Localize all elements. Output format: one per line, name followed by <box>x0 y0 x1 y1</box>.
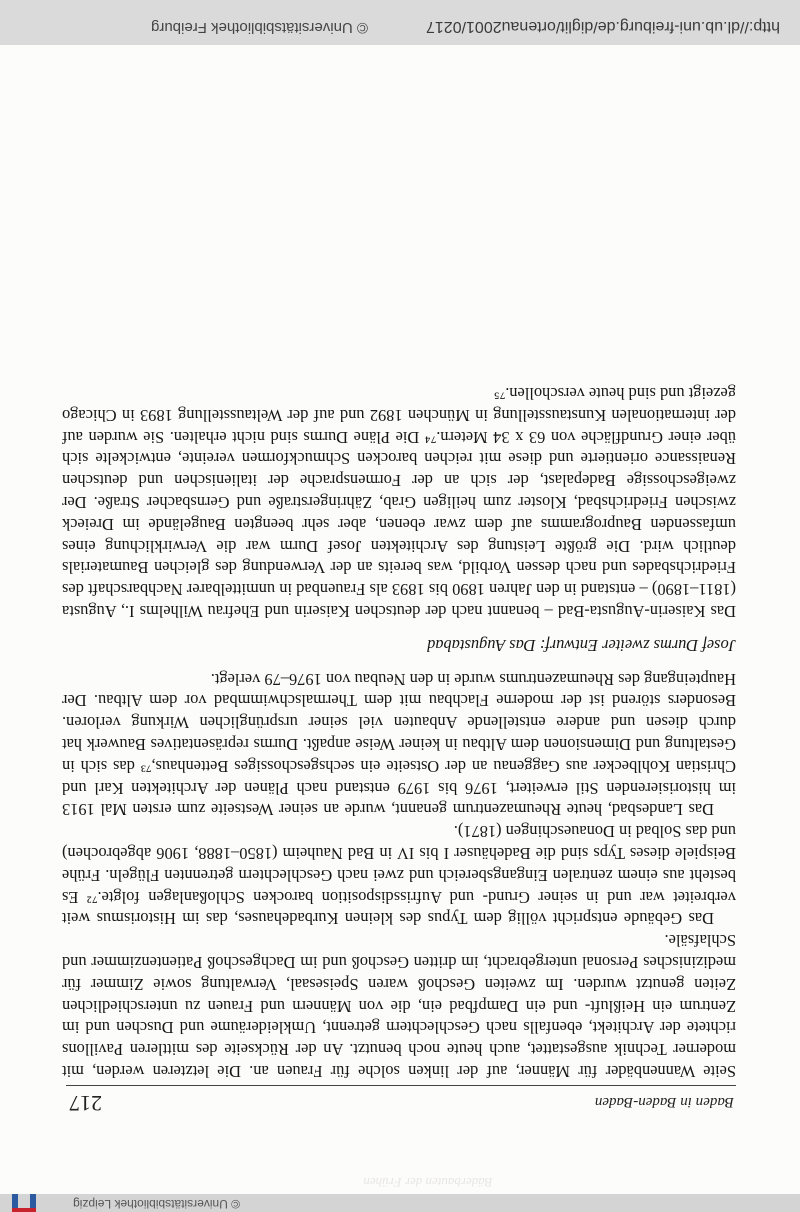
page-number: 217 <box>69 1091 102 1116</box>
bottom-credit-bar <box>0 0 800 45</box>
top-credit-bar <box>0 1194 800 1212</box>
paragraph: Das Gebäude entspricht völlig dem Typus des kleinen Kurbadehauses, das im Historismus weit verbreitet war und in seiner Grund- und Aufrissdisposition barocken Schloßanlagen folgte.⁷² Es besteht aus einem zentralen Eingangsbereich und zwei nach Geschlechtern getrennten Flügeln. Frühe Beispiele dieses Typs sind die Badehäuser I bis IV in Bad Nauheim (1850–1888, 1906 abgebrochen) und das Solbad in Donaueschingen (1871). <box>62 822 736 929</box>
page-scan <box>0 45 800 1194</box>
body-text <box>62 382 736 1082</box>
freiburg-credit: © Universitätsbibliothek Freiburg <box>151 19 368 36</box>
leipzig-credit: © Universitätsbibliothek Leipzig <box>73 1197 240 1211</box>
paragraph: Das Kaiserin-Augusta-Bad – benannt nach der deutschen Kaiserin und Ehefrau Wilhelms I., Augusta (1811–1890) – entstand in den Jahren 1890 bis 1893 als Frauenbad in unmittelbarer Nachbarschaft des Friedrichsbades und nach dessen Vorbild, was bereits an der Verwendung des gleichen Baumaterials deutlich wird. Die größte Leistung des Architekten Josef Durm war die Verwirklichung eines umfassenden Bauprogramms auf dem zwar ebenen, aber sehr beengten Baugelände im Dreieck zwischen Friedrichsbad, Kloster zum heiligen Grab, Zähringerstraße und Gernsbacher Straße. Der zweigeschossige Badepalast, der sich an der Formensprache der italienischen und deutschen Renaissance orientierte und diese mit reichen barocken Schmuckformen vereinte, entwickelte sich über einer Grundfläche von 63 x 34 Metern.⁷⁴ Die Pläne Durms sind nicht erhalten. Sie wurden auf der internationalen Kunstausstellung in München 1892 und auf der Weltausstellung 1893 in Chicago gezeigt und sind heute verschollen.⁷⁵ <box>62 384 736 622</box>
page-url-link[interactable]: http://dl.ub.uni-freiburg.de/diglit/ortenau2001/0217 <box>425 18 780 35</box>
library-logo-icon <box>6 1194 40 1212</box>
header-rule <box>66 1085 736 1086</box>
paragraph: Seite Wannenbäder für Männer, auf der linken solche für Frauen an. Die letzteren werden, mit moderner Technik ausgestattet, auch heute noch benutzt. An der Rückseite des mittleren Pavillons richtete der Architekt, ebenfalls nach Geschlechtern getrennt, Umkleideräume und Duschen und im Zentrum ein Heißluft- und ein Dampfbad ein, die von Männern und Frauen zu unterschiedlichen Zeiten genutzt wurden. Im zweiten Geschoß waren Speisesaal, Verwaltung sowie Zimmer für medizinisches Personal untergebracht, im dritten Geschoß und im Dachgeschoß Patientenzimmer und Schlafsäle. <box>62 931 736 1081</box>
running-head: Baden in Baden-Baden <box>594 1094 734 1110</box>
section-heading: Josef Durms zweiter Entwurf: Das Augustabad <box>427 635 736 655</box>
bleed-through-header: Bäderbauten der Frühen <box>363 1175 493 1190</box>
paragraph: Das Landesbad, heute Rheumazentrum genannt, wurde an seiner Westseite zum ersten Mal 1913 im historisierenden Stil erweitert, 1976 bis 1979 entstand nach Plänen der Architekten Karl und Christian Kohlbecker aus Gaggenau an der Ostseite ein sechsgeschossiges Bettenhaus,⁷³ das sich in Gestaltung und Dimensionen dem Altbau in keiner Weise anpaßt. Durms repräsentatives Bauwerk hat durch diesen und andere entstellende Anbauten viel seiner ursprünglichen Wirkung verloren. Besonders störend ist der moderne Flachbau mit dem Thermalschwimmbad vor dem Altbau. Der Haupteingang des Rheumazentrums wurde in den Neubau von 1976–79 verlegt. <box>62 669 736 820</box>
